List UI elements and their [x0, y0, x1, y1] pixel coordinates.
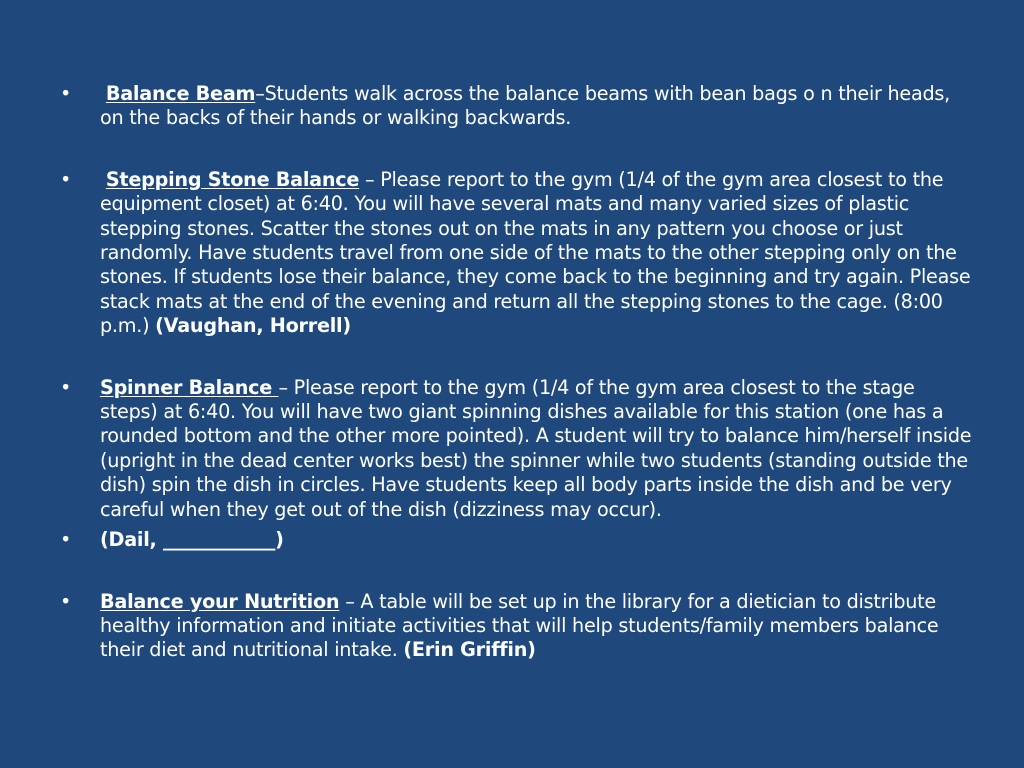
item-credit: (Dail, ____________)	[100, 528, 284, 552]
bullet-item-balance-beam	[58, 82, 974, 131]
bullet-item-nutrition	[58, 590, 974, 663]
bullet-item-stepping-stone	[58, 168, 974, 339]
bullet-icon: •	[60, 167, 72, 191]
item-body: –Students walk across the balance beams with bean bags o n their heads, on the backs of their hands or walking backwards.	[100, 82, 951, 130]
item-credit: (Erin Griffin)	[403, 638, 536, 662]
item-term: Balance your Nutrition	[100, 589, 340, 613]
bullet-icon: •	[60, 82, 72, 105]
item-body: – A table will be set up in the library for a dietician to distribute healthy information and initiate activities that will help students/family members balance their diet and nutritional intake.	[100, 589, 939, 662]
bullet-icon: •	[60, 528, 72, 552]
bullet-icon: •	[60, 589, 72, 613]
bullet-icon: •	[60, 375, 72, 399]
bullet-item-dail	[58, 528, 974, 552]
item-credit: (Vaughan, Horrell)	[155, 314, 351, 338]
bullet-item-spinner-balance	[58, 376, 974, 522]
item-term: Spinner Balance	[100, 375, 279, 399]
item-body: – Please report to the gym (1/4 of the gym area closest to the equipment closet) at 6:40. You will have several mats and many varied sizes of plastic stepping stones. Scatter the stones out on the mats in any pattern you choose or just randomly. Have students travel from one side of the mats to the other stepping only on the stones. If students lose their balance, they come back to the beginning and try again. Please stack mats at the end of the evening and return all the stepping stones to the cage. (8:00 p.m.)	[100, 167, 971, 338]
item-body: – Please report to the gym (1/4 of the gym area closest to the stage steps) at 6:40. You will have two giant spinning dishes available for this station (one has a rounded bottom and the other more pointed). A student will try to balance him/herself inside (upright in the dead center works best) the spinner while two students (standing outside the dish) spin the dish in circles. Have students keep all body parts inside the dish and be very careful when they get out of the dish (dizziness may occur).	[100, 375, 972, 521]
item-term: Stepping Stone Balance	[105, 167, 360, 191]
bullet-list	[58, 82, 974, 663]
item-term: Balance Beam	[105, 82, 256, 105]
